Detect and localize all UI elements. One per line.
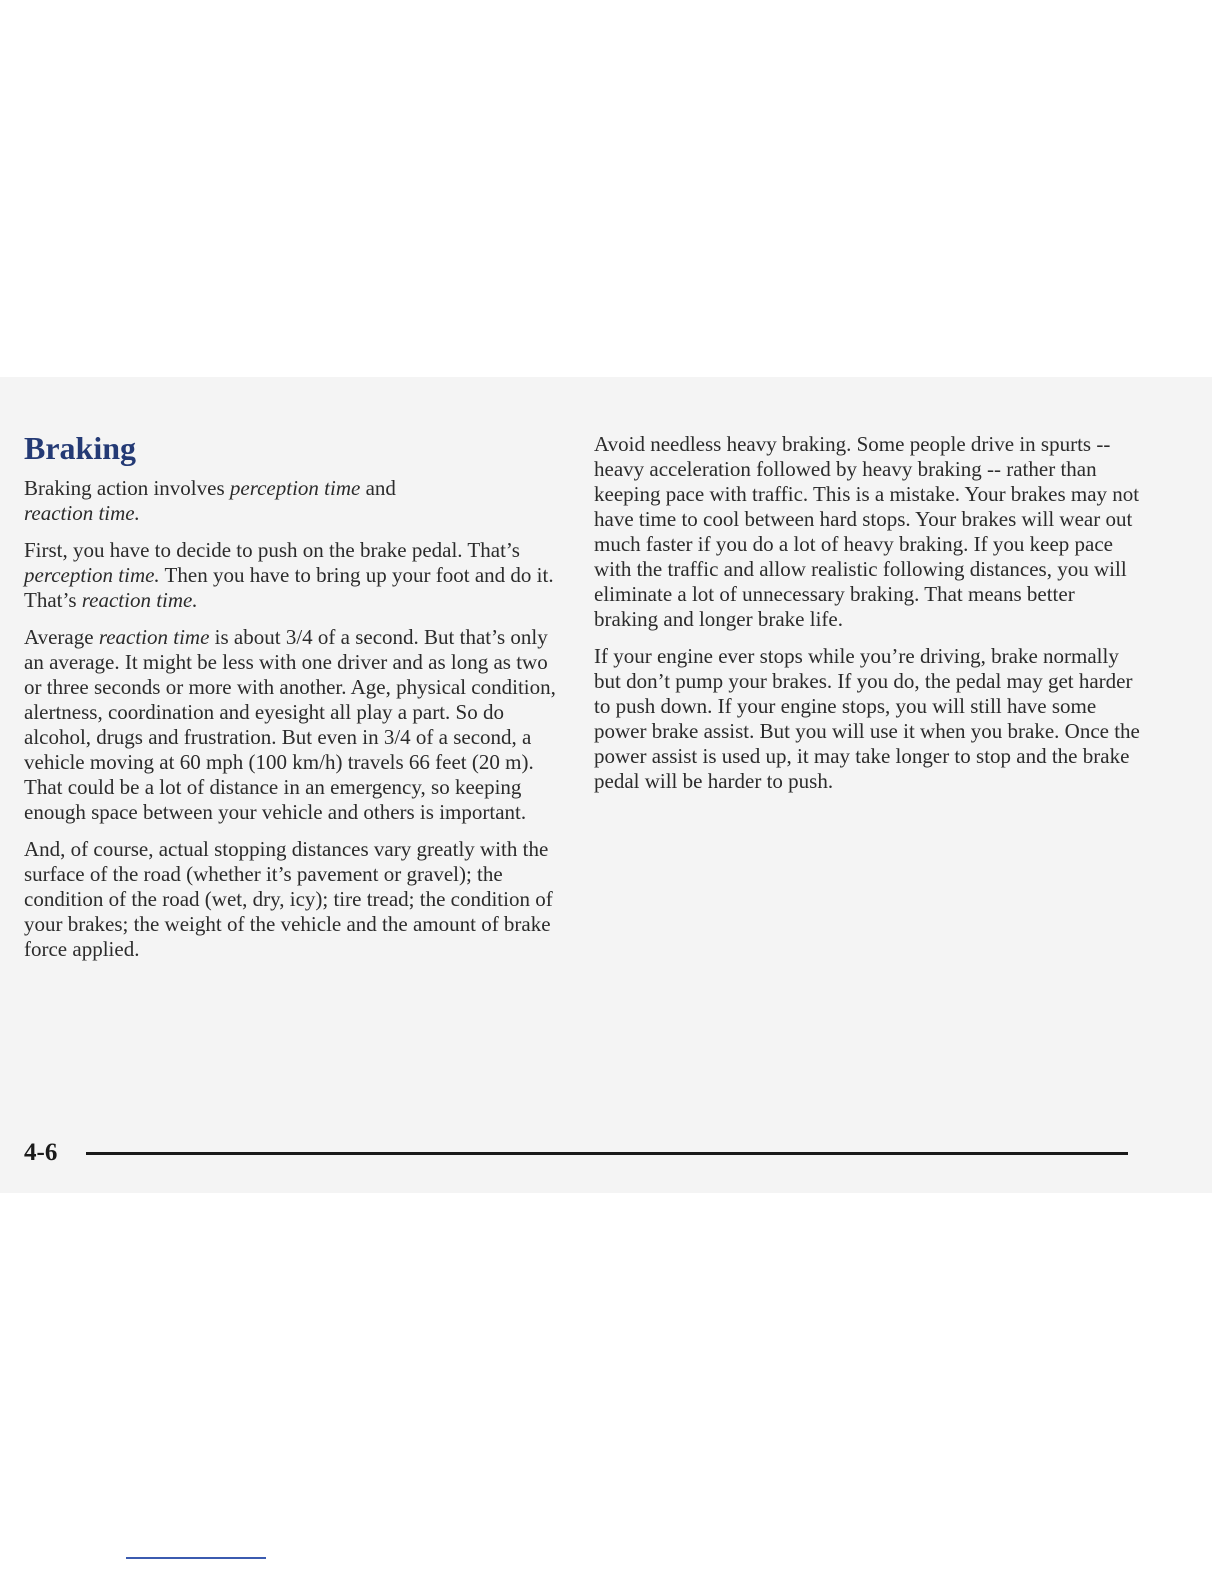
footer-rule <box>86 1152 1128 1155</box>
italic-term-reaction-time: reaction time. <box>81 588 198 612</box>
page-number: 4-6 <box>24 1139 58 1166</box>
italic-term-reaction-time: reaction time. <box>24 501 140 525</box>
bottom-link-underline <box>126 1557 266 1559</box>
text-run: Average <box>24 625 99 649</box>
paragraph-avoid-heavy-braking: Avoid needless heavy braking. Some people drive in spurts -- heavy acceleration followed by heavy braking -- rather than keeping pace with traffic. This is a mistake. Your brakes may not have time to cool between hard stops. Your brakes will wear out much faster if you do a lot of heavy braking. If you keep pace with the traffic and allow realistic following distances, you will eliminate a lot of unnecessary braking. That means better braking and longer brake life. <box>594 432 1140 631</box>
left-column <box>24 430 564 974</box>
paragraph-engine-stops: If your engine ever stops while you’re driving, brake normally but don’t pump your brakes. If you do, the pedal may get harder to push down. If your engine stops, you will still have some power brake assist. But you will use it when you brake. Once the power assist is used up, it may take longer to stop and the brake pedal will be harder to push. <box>594 644 1140 793</box>
text-run: First, you have to decide to push on the brake pedal. That’s <box>24 538 520 562</box>
paragraph-first-decide <box>24 538 564 613</box>
italic-term-reaction-time: reaction time <box>98 625 210 649</box>
text-run: Braking action involves <box>24 476 230 500</box>
text-run: and <box>360 476 396 500</box>
paragraph-average-reaction-time <box>24 625 564 825</box>
italic-term-perception-time: perception time. <box>24 563 160 587</box>
paragraph-braking-action <box>24 476 564 526</box>
text-run: is about 3/4 of a second. But that’s only an average. It might be less with one driver and as long as two or three seconds or more with another. Age, physical condition, alertness, coordination and eyesight all play a part. So do alcohol, drugs and frustration. But even in 3/4 of a second, a vehicle moving at 60 mph (100 km/h) travels 66 feet (20 m). That could be a lot of distance in an emergency, so keeping enough space between your vehicle and others is important. <box>24 625 556 824</box>
italic-term-perception-time: perception time <box>229 476 361 500</box>
right-column <box>594 432 1142 806</box>
text-run: Then you have to bring up your foot and do it. That’s <box>24 563 554 612</box>
paragraph-stopping-distances: And, of course, actual stopping distances vary greatly with the surface of the road (whether it’s pavement or gravel); the condition of the road (wet, dry, icy); tire tread; the condition of your brakes; the weight of the vehicle and the amount of brake force applied. <box>24 837 553 961</box>
section-heading: Braking <box>24 430 137 466</box>
